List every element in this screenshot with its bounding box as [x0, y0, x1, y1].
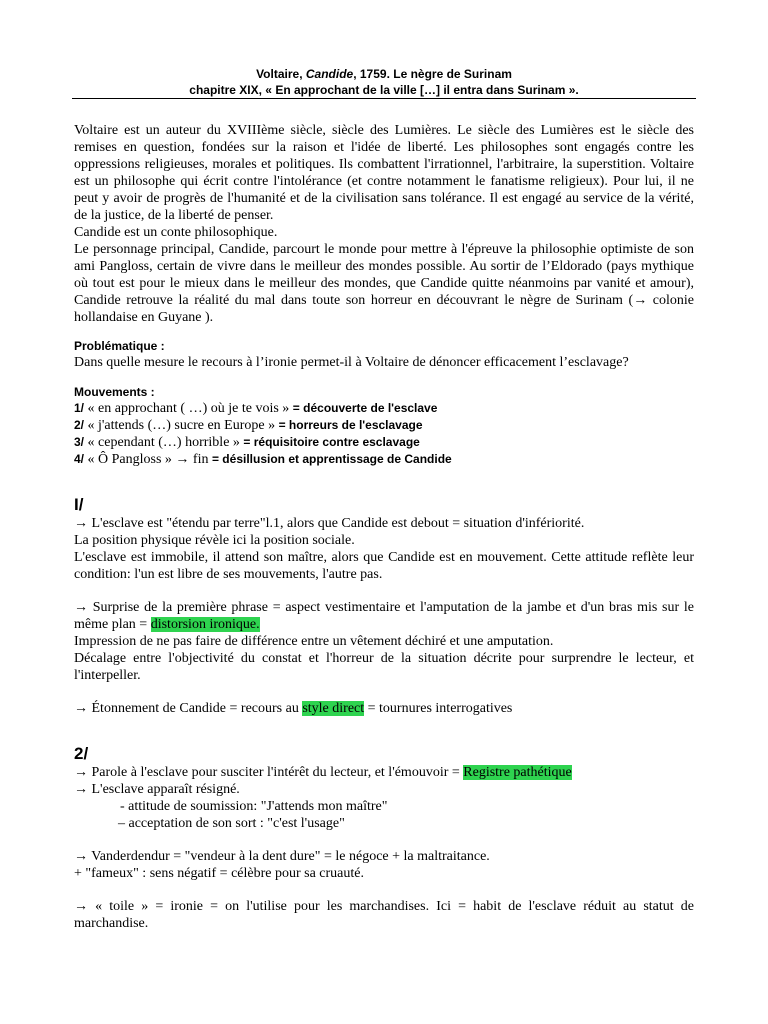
header-author: Voltaire, — [256, 67, 306, 81]
mouvement-item — [74, 417, 694, 434]
section-1-line: L'esclave est immobile, il attend son maître, alors que Candide est en mouvement. Cette attitude reflète leur condition: l'un est libre de ses mouvements, l'autre pas. — [74, 550, 694, 582]
section-1-line: La position physique révèle ici la position sociale. — [74, 533, 355, 548]
header-work-title: Candide — [305, 67, 354, 81]
section-2-line: → « toile » = ironie = on l'utilise pour les marchandises. Ici = habit de l'esclave réduit au statut de marchandise. — [74, 899, 694, 931]
mouvement-result: = découverte de l'esclave — [292, 401, 438, 415]
mouvement-quote: « cependant (…) horrible » — [84, 435, 244, 450]
mouvement-result: = horreurs de l'esclavage — [278, 418, 423, 432]
mouvement-result: = réquisitoire contre esclavage — [243, 435, 420, 449]
intro-paragraph-2: Candide est un conte philosophique. — [74, 225, 278, 240]
mouvement-quote: « Ô Pangloss » → fin — [84, 452, 212, 467]
highlight-style-direct: style direct — [302, 701, 365, 716]
section-1-line: Impression de ne pas faire de différence entre un vêtement déchiré et une amputation. — [74, 634, 554, 649]
mouvement-quote: « en approchant ( …) où je te vois » — [84, 401, 293, 416]
mouvement-quote: « j'attends (…) sucre en Europe » — [84, 418, 279, 433]
mouvement-item — [74, 451, 694, 468]
mouvement-number: 3/ — [74, 435, 85, 449]
section-2-line — [74, 764, 694, 781]
mouvements-label: Mouvements : — [74, 385, 155, 399]
section-1-line — [74, 599, 694, 633]
section-1-text: → Surprise de la première phrase = aspect vestimentaire et l'amputation de la jambe et d'un bras mis sur le même plan = — [74, 600, 694, 632]
mouvement-number: 4/ — [74, 452, 85, 466]
section-1-line: → L'esclave est "étendu par terre"l.1, alors que Candide est debout = situation d'infériorité. — [74, 516, 585, 531]
section-1-title: I/ — [74, 495, 84, 514]
document-header — [74, 66, 694, 99]
problematique-label: Problématique : — [74, 339, 165, 353]
problematique-text: Dans quelle mesure le recours à l’ironie permet-il à Voltaire de dénoncer efficacement l’esclavage? — [74, 355, 629, 370]
mouvement-item — [74, 400, 694, 417]
section-1-line: Décalage entre l'objectivité du constat et l'horreur de la situation décrite pour surprendre le lecteur, et l'interpeller. — [74, 651, 694, 683]
section-1-text: → Étonnement de Candide = recours au — [74, 701, 303, 716]
mouvement-number: 1/ — [74, 401, 85, 415]
header-subtitle: , 1759. Le nègre de Surinam — [353, 67, 512, 81]
mouvement-number: 2/ — [74, 418, 85, 432]
section-2-text: → Parole à l'esclave pour susciter l'intérêt du lecteur, et l'émouvoir = — [74, 765, 464, 780]
highlight-registre-pathetique: Registre pathétique — [463, 765, 572, 780]
section-1-text: = tournures interrogatives — [364, 701, 513, 716]
header-line-2: chapitre XIX, « En approchant de la ville […] il entra dans Surinam ». — [72, 82, 696, 99]
intro-paragraph-3: Le personnage principal, Candide, parcourt le monde pour mettre à l'épreuve la philosophie optimiste de son ami Pangloss, certain de vivre dans le meilleur des mondes possible. Au sortir de l’Eldorado (pays mythique où tout est pour le mieux dans le meilleur des mondes, que Candide quitte néanmoins par vanité et amour), Candide retrouve la réalité du mal dans toute son horreur en découvrant le nègre de Surinam (→ colonie hollandaise en Guyane ). — [74, 242, 694, 325]
intro-paragraph-1: Voltaire est un auteur du XVIIIème siècle, siècle des Lumières. Le siècle des Lumières est le siècle des remises en question, fondées sur la raison et l'idée de liberté. Les philosophes sont engagés contre les oppressions religieuses, morales et politiques. Ils combattent l'irrationnel, l'arbitraire, la superstition. Voltaire est un philosophe qui écrit contre l'intolérance (et contre notamment le fanatisme religieux). Pour lui, il ne peut y avoir de progrès de l'humanité et de la civilisation sans tolérance. Il est engagé au service de la vérité, de la justice, de la liberté de penser. — [74, 123, 694, 223]
section-2-title: 2/ — [74, 744, 89, 763]
section-1-line — [74, 700, 694, 717]
highlight-distorsion-ironique: distorsion ironique. — [150, 617, 260, 632]
mouvement-result: = désillusion et apprentissage de Candide — [211, 452, 452, 466]
section-2-list-item: – acceptation de son sort : "c'est l'usage" — [118, 816, 345, 831]
mouvements-list — [74, 400, 694, 468]
header-line-1 — [74, 66, 694, 82]
section-2-line: → L'esclave apparaît résigné. — [74, 782, 240, 797]
mouvement-item — [74, 434, 694, 451]
section-2-list-item: - attitude de soumission: "J'attends mon maître" — [120, 799, 388, 814]
section-2-line: → Vanderdendur = "vendeur à la dent dure" = le négoce + la maltraitance. — [74, 849, 490, 864]
section-2-line: + "fameux" : sens négatif = célèbre pour sa cruauté. — [74, 866, 364, 881]
